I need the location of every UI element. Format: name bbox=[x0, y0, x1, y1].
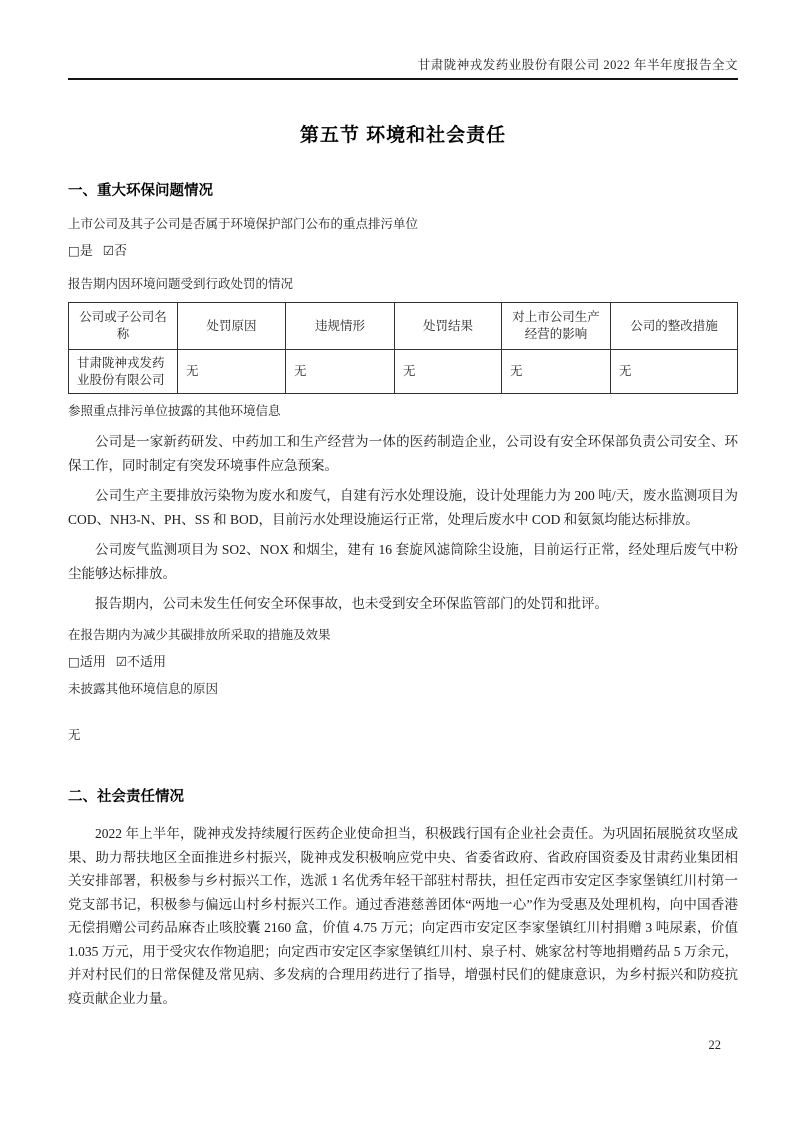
undisclosed-reason-value: 无 bbox=[68, 728, 81, 742]
undisclosed-reason-label: 未披露其他环境信息的原因 bbox=[68, 682, 219, 696]
table-header-impact: 对上市公司生产经营的影响 bbox=[502, 303, 611, 350]
table-cell-penalty-reason: 无 bbox=[178, 350, 286, 394]
checkbox-unchecked-icon: □ bbox=[68, 243, 80, 258]
checkbox-yes bbox=[68, 243, 93, 258]
carbon-measures-label: 在报告期内为减少其碳排放所采取的措施及效果 bbox=[68, 628, 331, 642]
penalty-question-label: 报告期内因环境问题受到行政处罚的情况 bbox=[68, 277, 294, 291]
carbon-checkline bbox=[68, 652, 738, 671]
section-heading-environment: 一、重大环保问题情况 bbox=[68, 183, 213, 199]
checkbox-unchecked-icon: □ bbox=[68, 654, 80, 669]
page-content bbox=[68, 55, 738, 1010]
table-header-company: 公司或子公司名称 bbox=[69, 303, 178, 350]
section-heading-social: 二、社会责任情况 bbox=[68, 789, 184, 805]
checkbox-yes-label: 是 bbox=[79, 243, 93, 258]
checkbox-not-applicable-label: 不适用 bbox=[127, 654, 167, 669]
table-header-penalty-reason: 处罚原因 bbox=[178, 303, 286, 350]
table-row bbox=[69, 350, 738, 394]
key-pollutant-question-label: 上市公司及其子公司是否属于环境保护部门公布的重点排污单位 bbox=[68, 217, 419, 231]
social-responsibility-paragraph: 2022 年上半年，陇神戎发持续履行医药企业使命担当，积极践行国有企业社会责任。为巩固拓展脱贫攻坚成果、助力帮扶地区全面推进乡村振兴，陇神戎发积极响应党中央、省委省政府、省政府国资委及甘肃药业集团相关安排部署，积极参与乡村振兴工作，选派 1 名优秀年轻干部驻村帮扶，担任定西市安定区李家堡镇红川村第一党支部书记，积极参与偏远山村乡村振兴工作。通过香港慈善团体“两地一心”作为受惠及处理机构，向中国香港无偿捐赠公司药品麻杏止咳胶囊 2160 盒，价值 4.75 万元；向定西市安定区李家堡镇红川村捐赠 3 吨尿素，价值 1.035 万元，用于受灾农作物追肥；向定西市安定区李家堡镇红川村、泉子村、姚家岔村等地捐赠药品 5 万余元，并对村民们的日常保健及常见病、多发病的合理用药进行了指导，增强村民们的健康意识，为乡村振兴和防疫抗疫贡献企业力量。 bbox=[68, 826, 738, 1006]
checkbox-checked-icon: ☑ bbox=[102, 243, 115, 258]
table-cell-violation: 无 bbox=[286, 350, 395, 394]
body-paragraph-no-accident: 报告期内，公司未发生任何安全环保事故，也未受到安全环保监管部门的处罚和批评。 bbox=[95, 596, 608, 611]
table-header-rectification: 公司的整改措施 bbox=[611, 303, 738, 350]
body-paragraph-company-intro: 公司是一家新药研发、中药加工和生产经营为一体的医药制造企业，公司设有安全环保部负责公司安全、环保工作，同时制定有突发环境事件应急预案。 bbox=[68, 434, 738, 473]
checkbox-applicable bbox=[68, 654, 106, 669]
body-paragraph-exhaust: 公司废气监测项目为 SO2、NOX 和烟尘，建有 16 套旋风滤筒除尘设施，目前运行正常，经处理后废气中粉尘能够达标排放。 bbox=[68, 542, 738, 581]
body-paragraph-wastewater: 公司生产主要排放污染物为废水和废气，自建有污水处理设施，设计处理能力为 200 吨/天，废水监测项目为 COD、NH3-N、PH、SS 和 BOD，目前污水处理设施运行正常，处理后废水中 COD 和氨氮均能达标排放。 bbox=[68, 488, 738, 527]
table-cell-company: 甘肃陇神戎发药业股份有限公司 bbox=[69, 350, 178, 394]
checkbox-not-applicable bbox=[116, 654, 166, 669]
checkbox-checked-icon: ☑ bbox=[115, 654, 128, 669]
other-info-label: 参照重点排污单位披露的其他环境信息 bbox=[68, 404, 281, 418]
page-number: 22 bbox=[708, 1038, 721, 1052]
checkbox-no bbox=[103, 243, 127, 258]
checkbox-no-label: 否 bbox=[114, 243, 128, 258]
key-pollutant-checkline bbox=[68, 241, 738, 260]
table-cell-impact: 无 bbox=[502, 350, 611, 394]
checkbox-applicable-label: 适用 bbox=[79, 654, 106, 669]
table-cell-penalty-result: 无 bbox=[395, 350, 502, 394]
table-cell-rectification: 无 bbox=[611, 350, 738, 394]
page-title: 第五节 环境和社会责任 bbox=[299, 125, 507, 146]
table-header-row bbox=[69, 303, 738, 350]
report-header: 甘肃陇神戎发药业股份有限公司 2022 年半年度报告全文 bbox=[68, 55, 738, 80]
table-header-violation: 违规情形 bbox=[286, 303, 395, 350]
table-header-penalty-result: 处罚结果 bbox=[395, 303, 502, 350]
penalty-table bbox=[68, 302, 738, 394]
